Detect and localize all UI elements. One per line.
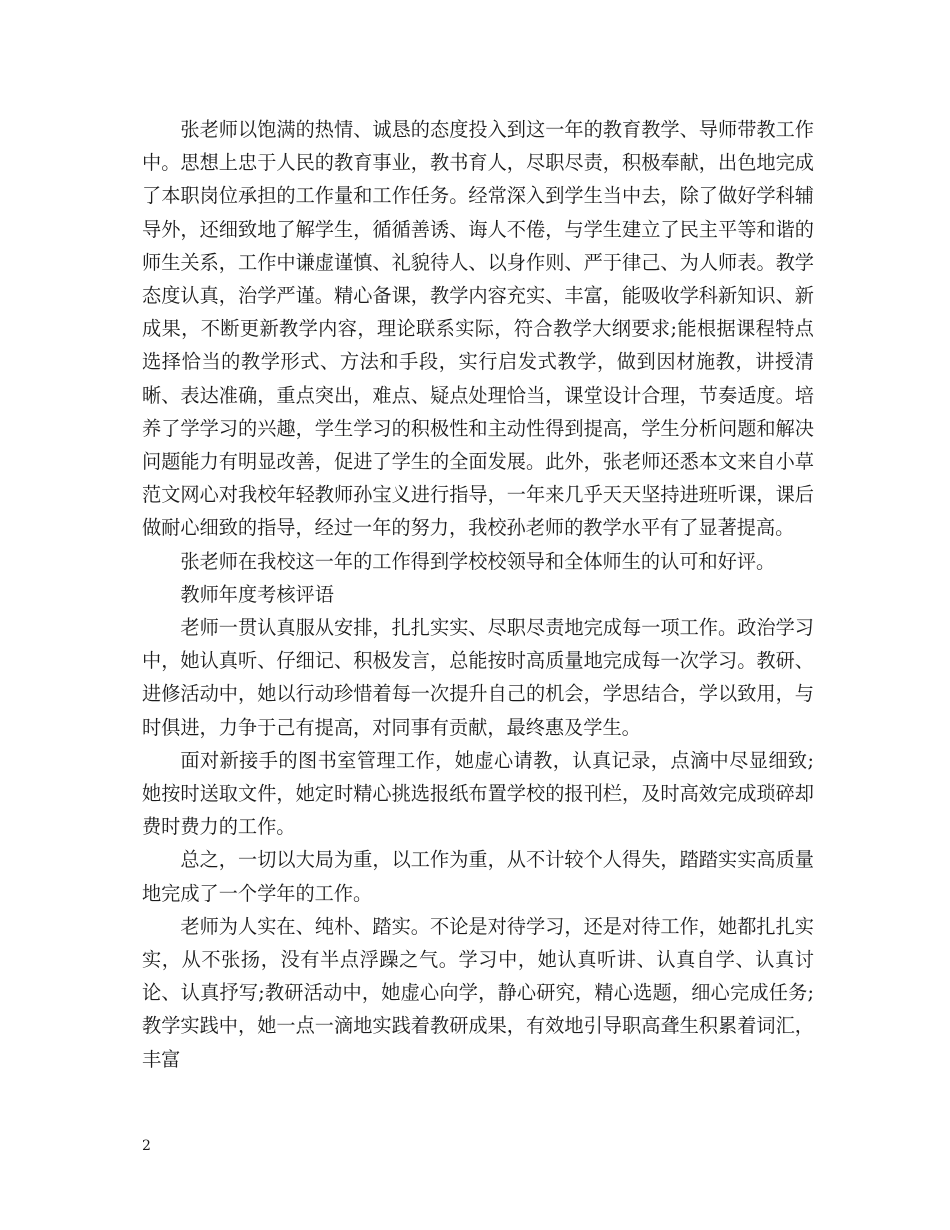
page-number: 2 — [142, 1138, 151, 1154]
paragraph-recognition: 张老师在我校这一年的工作得到学校校领导和全体师生的认可和好评。 — [180, 549, 776, 573]
paragraph-library-work: 面对新接手的图书室管理工作，她虚心请教，认真记录，点滴中尽显细致;她按时送取文件，她定时精心挑选报纸布置学校的报刊栏，及时高效完成琐碎却费时费力的工作。 — [142, 748, 814, 839]
section-heading-annual-review: 教师年度考核评语 — [180, 582, 334, 606]
paragraph-work-attitude: 老师一贯认真服从安排，扎扎实实、尽职尽责地完成每一项工作。政治学习中，她认真听、仔细记、积极发言，总能按时高质量地完成每一次学习。教研、进修活动中，她以行动珍惜着每一次提升自己的机会，学思结合，学以致用，与时俱进，力争于己有提高，对同事有贡献，最终惠及学生。 — [142, 616, 814, 739]
paragraph-teacher-zhang-evaluation: 张老师以饱满的热情、诚恳的态度投入到这一年的教育教学、导师带教工作中。思想上忠于人民的教育事业，教书育人，尽职尽责，积极奉献，出色地完成了本职岗位承担的工作量和工作任务。经常深入到学生当中去，除了做好学科辅导外，还细致地了解学生，循循善诱、诲人不倦，与学生建立了民主平等和谐的师生关系，工作中谦虚谨慎、礼貌待人、以身作则、严于律己、为人师表。教学态度认真，治学严谨。精心备课，教学内容充实、丰富，能吸收学科新知识、新成果，不断更新教学内容，理论联系实际，符合教学大纲要求;能根据课程特点选择恰当的教学形式、方法和手段，实行启发式教学，做到因材施教，讲授清晰、表达准确，重点突出，难点、疑点处理恰当，课堂设计合理，节奏适度。培养了学学习的兴趣，学生学习的积极性和主动性得到提高，学生分析问题和解决问题能力有明显改善，促进了学生的全面发展。此外，张老师还悉本文来自小草范文网心对我校年轻教师孙宝义进行指导，一年来几乎天天坚持进班听课，课后做耐心细致的指导，经过一年的努力，我校孙老师的教学水平有了显著提高。 — [142, 118, 814, 540]
paragraph-summary: 总之，一切以大局为重，以工作为重，从不计较个人得失，踏踏实实高质量地完成了一个学年的工作。 — [142, 848, 814, 905]
body-text — [142, 113, 814, 1076]
paragraph-character: 老师为人实在、纯朴、踏实。不论是对待学习，还是对待工作，她都扎扎实实，从不张扬，没有半点浮躁之气。学习中，她认真听讲、认真自学、认真讨论、认真抒写;教研活动中，她虚心向学，静心研究，精心选题，细心完成任务;教学实践中，她一点一滴地实践着教研成果，有效地引导职高聋生积累着词汇，丰富 — [142, 914, 814, 1071]
